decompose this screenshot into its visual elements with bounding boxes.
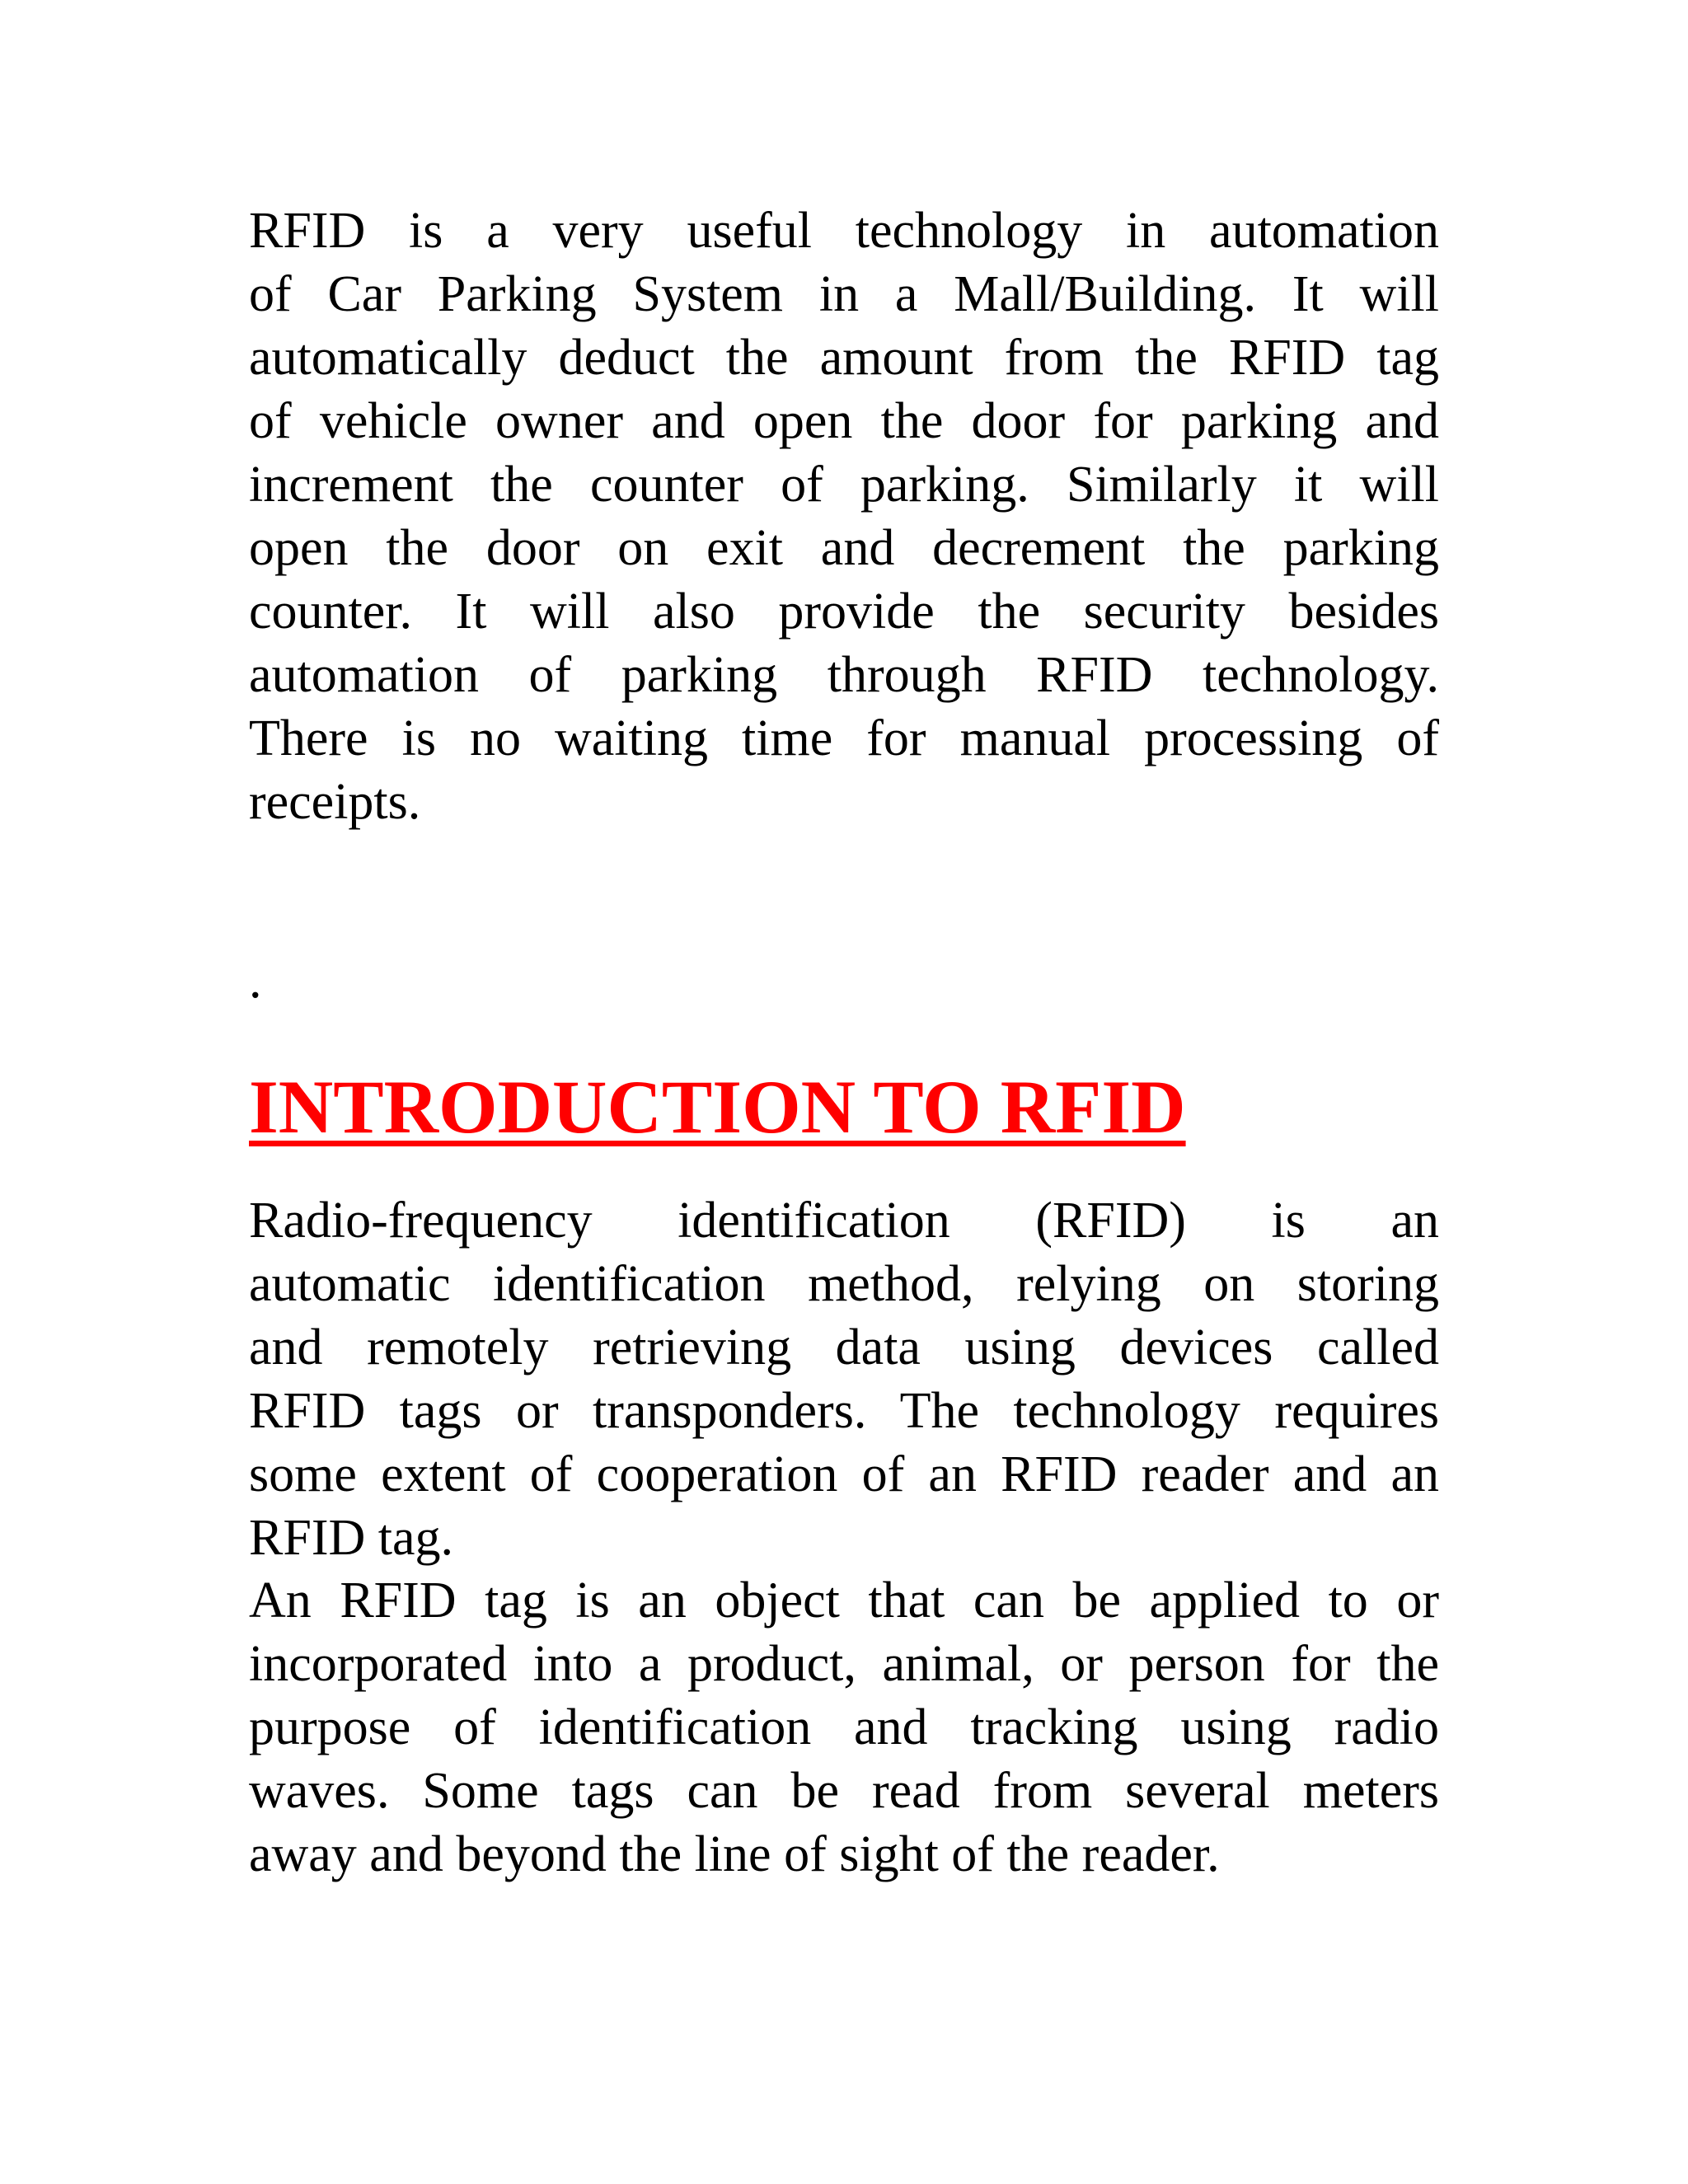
- paragraph-line: An RFID tag is an object that can be applied to or: [249, 1572, 1439, 1629]
- paragraph-rfid-parking: [249, 199, 1439, 834]
- paragraph-line: RFID tag.: [249, 1510, 453, 1566]
- paragraph-rfid-tag: [249, 1569, 1439, 1886]
- paragraph-line: receipts.: [249, 774, 421, 830]
- section-heading: INTRODUCTION TO RFID: [249, 1065, 1186, 1149]
- paragraph-line: of Car Parking System in a Mall/Building. It will: [249, 266, 1439, 322]
- paragraph-line: incorporated into a product, animal, or person for the: [249, 1636, 1439, 1692]
- paragraph-rfid-definition: [249, 1189, 1439, 1570]
- separator-dot: .: [249, 953, 262, 1009]
- paragraph-line: away and beyond the line of sight of the reader.: [249, 1826, 1220, 1882]
- paragraph-line: There is no waiting time for manual processing of: [249, 710, 1439, 766]
- paragraph-line: automatically deduct the amount from the RFID tag: [249, 330, 1439, 386]
- paragraph-line: increment the counter of parking. Similarly it will: [249, 457, 1439, 513]
- paragraph-line: counter. It will also provide the security besides: [249, 583, 1439, 640]
- paragraph-line: some extent of cooperation of an RFID reader and an: [249, 1446, 1439, 1502]
- paragraph-line: RFID is a very useful technology in automation: [249, 203, 1439, 259]
- paragraph-line: waves. Some tags can be read from several meters: [249, 1763, 1439, 1819]
- paragraph-line: purpose of identification and tracking using radio: [249, 1699, 1439, 1755]
- paragraph-line: RFID tags or transponders. The technology requires: [249, 1383, 1439, 1439]
- paragraph-line: automatic identification method, relying on storing: [249, 1256, 1439, 1312]
- paragraph-line: automation of parking through RFID technology.: [249, 647, 1439, 703]
- paragraph-line: and remotely retrieving data using devices called: [249, 1319, 1439, 1376]
- paragraph-line: Radio-frequency identification (RFID) is an: [249, 1193, 1439, 1249]
- paragraph-line: open the door on exit and decrement the parking: [249, 520, 1439, 576]
- paragraph-line: of vehicle owner and open the door for parking and: [249, 393, 1439, 449]
